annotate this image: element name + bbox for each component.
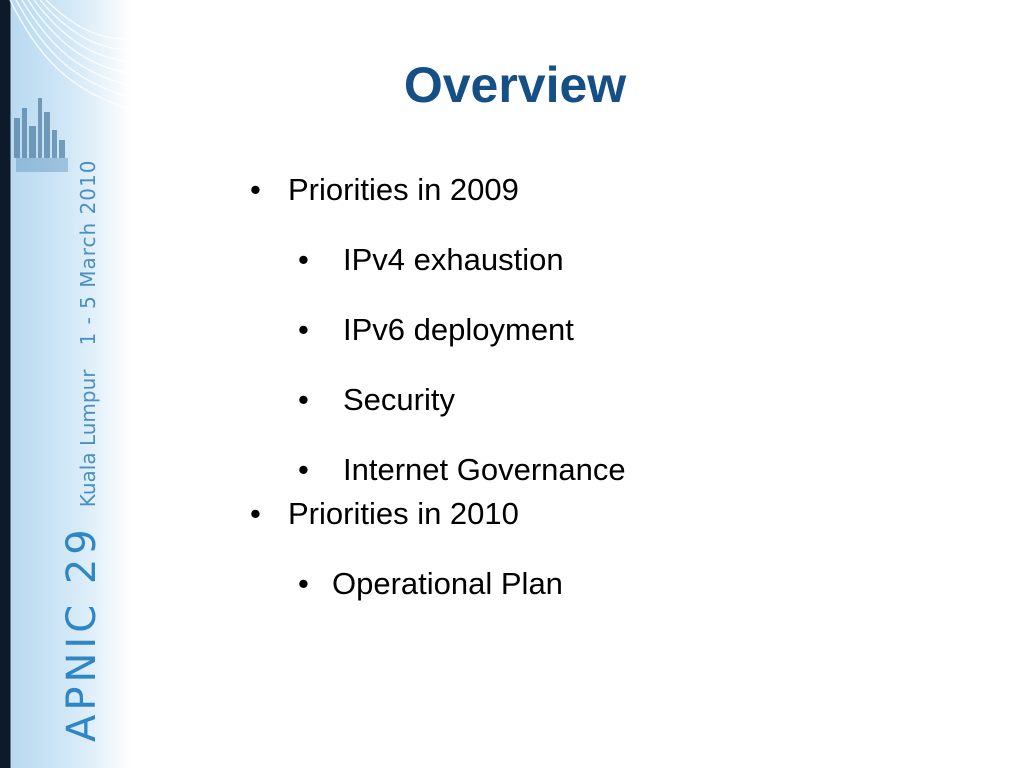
bullet-marker: •	[298, 382, 309, 417]
bullet-group	[250, 492, 990, 606]
bullet-item	[250, 168, 990, 212]
bullet-marker: •	[298, 242, 309, 277]
event-dates: 1 - 5 March 2010	[76, 159, 100, 346]
bullet-marker: •	[298, 566, 309, 601]
bullet-marker: •	[250, 172, 261, 207]
slide-title: Overview	[403, 57, 627, 113]
bullet-list	[250, 168, 990, 606]
sub-bullet-label: Operational Plan	[332, 566, 563, 601]
sub-bullet-item	[250, 308, 990, 352]
bullet-marker: •	[298, 452, 309, 487]
event-banner-text	[59, 159, 105, 742]
bullet-marker: •	[250, 496, 261, 531]
sub-bullet-item	[250, 238, 990, 282]
sub-bullet-label: Internet Governance	[343, 452, 626, 487]
bullet-label: Priorities in 2009	[288, 172, 519, 207]
sub-bullet-list	[250, 562, 990, 606]
side-banner	[0, 0, 132, 768]
sub-bullet-item	[250, 378, 990, 422]
event-name: APNIC 29	[59, 525, 105, 742]
sub-bullet-item	[250, 448, 990, 492]
bullet-marker: •	[298, 312, 309, 347]
sub-bullet-list	[250, 238, 990, 492]
sub-bullet-label: Security	[343, 382, 455, 417]
sub-bullet-label: IPv6 deployment	[343, 312, 574, 347]
event-location: Kuala Lumpur	[76, 369, 100, 508]
bullet-item	[250, 492, 990, 536]
sub-bullet-label: IPv4 exhaustion	[343, 242, 564, 277]
bullet-group	[250, 168, 990, 492]
bullet-label: Priorities in 2010	[288, 496, 519, 531]
sub-bullet-item	[250, 562, 990, 606]
